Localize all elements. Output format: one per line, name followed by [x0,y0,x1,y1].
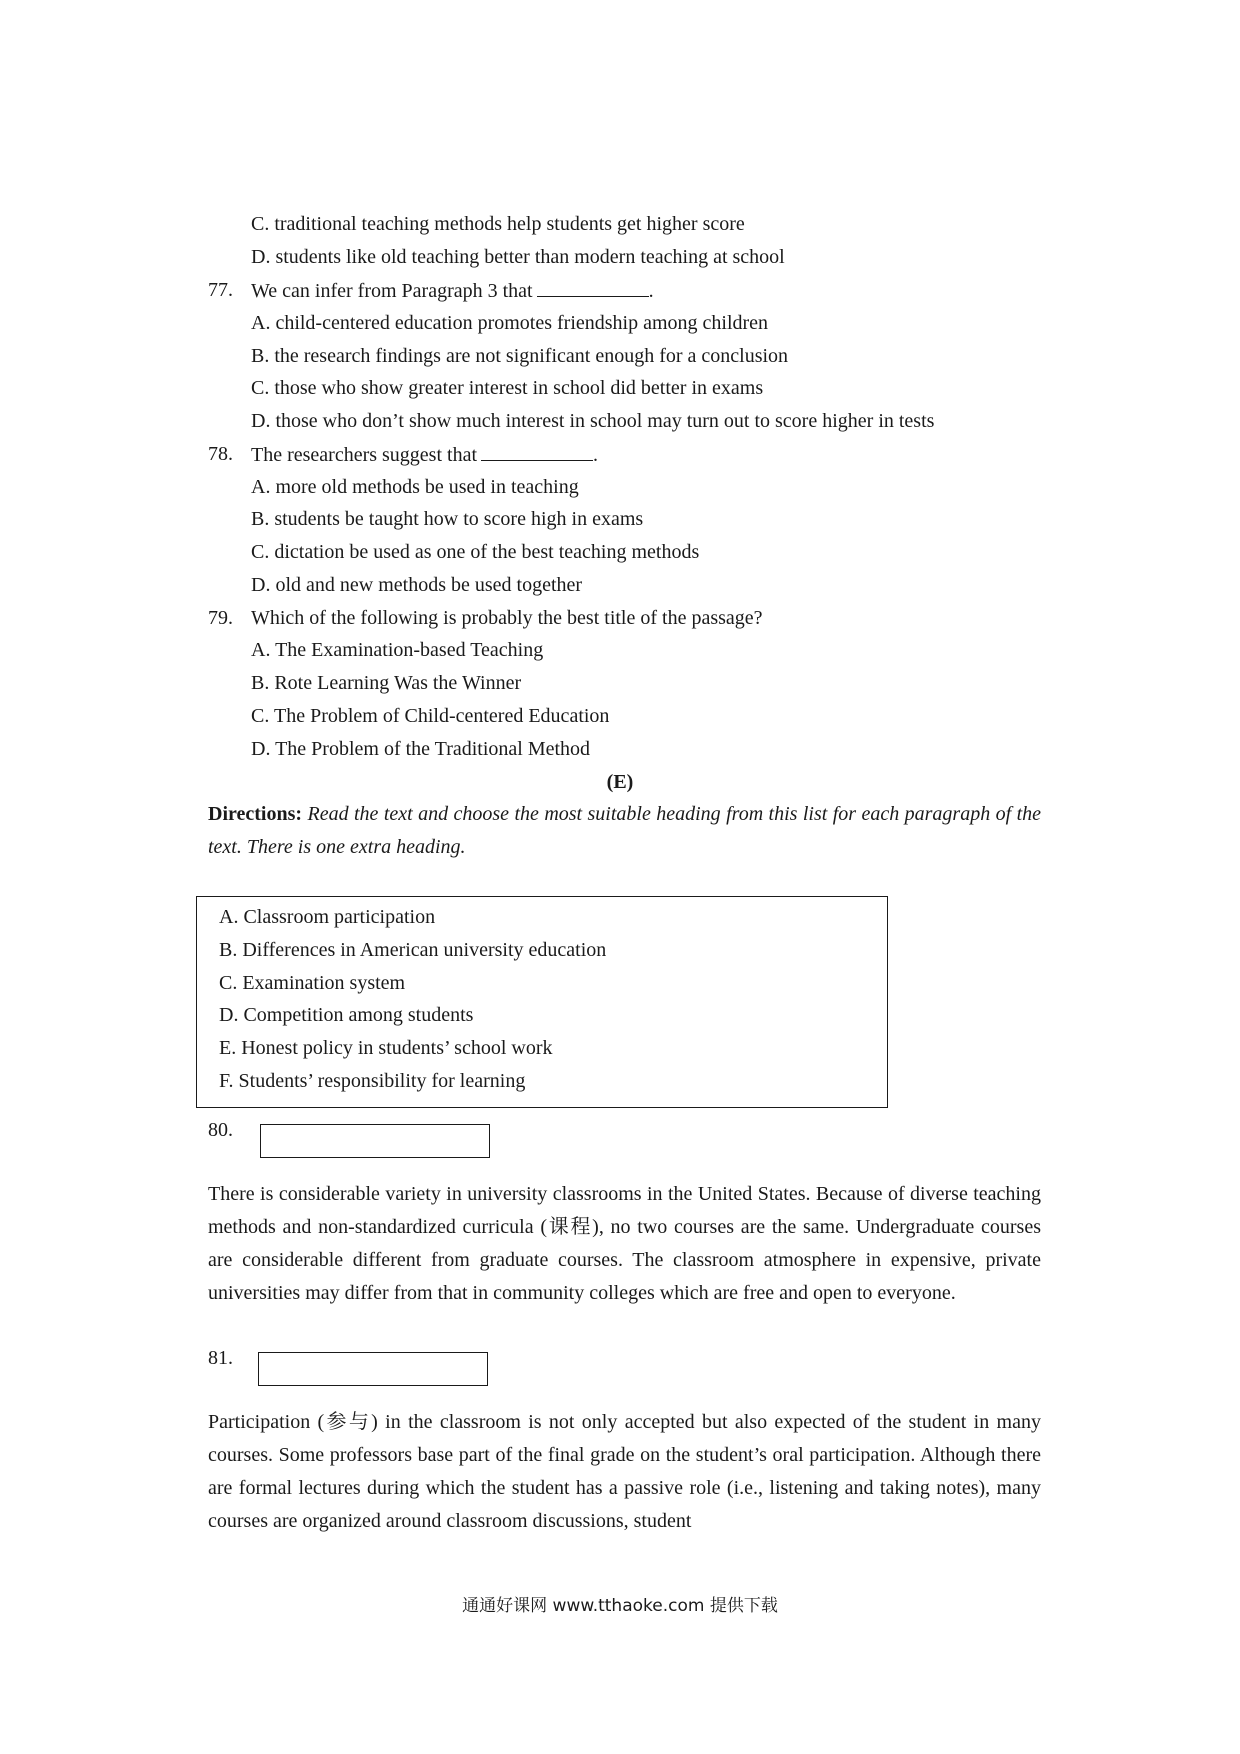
heading-item: C. Examination system [219,972,406,994]
option-text: A. more old methods be used in teaching [251,476,579,498]
question-stem [251,442,598,467]
option-text: D. The Problem of the Traditional Method [251,738,591,760]
heading-item: F. Students’ responsibility for learning [219,1070,526,1092]
directions-text: Read the text and choose the most suitable heading from this list for each paragraph of the text. There is one extra heading. [208,803,1042,858]
question-stem-text: We can infer from Paragraph 3 that [251,280,533,302]
option-text: C. dictation be used as one of the best teaching methods [251,541,700,563]
heading-item: E. Honest policy in students’ school work [219,1037,553,1059]
option-text: B. students be taught how to score high in exams [251,508,644,530]
paragraph: There is considerable variety in university classrooms in the United States. Because of diverse teaching methods and non-standardized curricula (课程), no two courses are the same. Undergraduate courses are considerable different from graduate courses. The classroom atmosphere in expensive, private universities may differ from that in community colleges which are free and open to everyone. [208,1183,1041,1304]
answer-blank [481,442,593,461]
stem-end: . [593,444,599,466]
question-number: 79. [208,607,233,629]
answer-blank [537,278,649,297]
option-text: D. students like old teaching better than modern teaching at school [251,246,785,268]
heading-item: B. Differences in American university education [219,939,607,961]
option-text: C. The Problem of Child-centered Education [251,705,610,727]
option-text: B. the research findings are not significant enough for a conclusion [251,345,789,367]
answer-box[interactable] [258,1352,488,1386]
option-text: D. old and new methods be used together [251,574,583,596]
question-stem [251,278,654,303]
question-stem-text: The researchers suggest that [251,444,478,466]
heading-item: A. Classroom participation [219,906,436,928]
option-text: A. The Examination-based Teaching [251,639,544,661]
stem-end: . [648,280,654,302]
option-text: A. child-centered education promotes friendship among children [251,312,769,334]
directions-label: Directions: [208,803,303,825]
option-text: B. Rote Learning Was the Winner [251,672,522,694]
answer-box[interactable] [260,1124,490,1158]
question-number: 81. [208,1347,233,1369]
question-number: 80. [208,1119,233,1141]
option-text: C. those who show greater interest in school did better in exams [251,377,764,399]
question-number: 78. [208,443,233,465]
footer-text: 通通好课网 www.tthaoke.com 提供下载 [462,1596,778,1616]
heading-item: D. Competition among students [219,1004,474,1026]
question-stem: Which of the following is probably the best title of the passage? [251,607,763,629]
directions [208,798,1041,864]
option-text: C. traditional teaching methods help students get higher score [251,213,745,235]
paragraph: Participation (参与) in the classroom is not only accepted but also expected of the student in many courses. Some professors base part of the final grade on the student’s oral participation. Although there are formal lectures during which the student has a passive role (i.e., listening and taking notes), many courses are organized around classroom discussions, student [208,1411,1041,1532]
option-text: D. those who don’t show much interest in school may turn out to score higher in tests [251,410,935,432]
section-label: (E) [606,771,634,793]
headings-box [196,896,888,1108]
question-number: 77. [208,279,233,301]
